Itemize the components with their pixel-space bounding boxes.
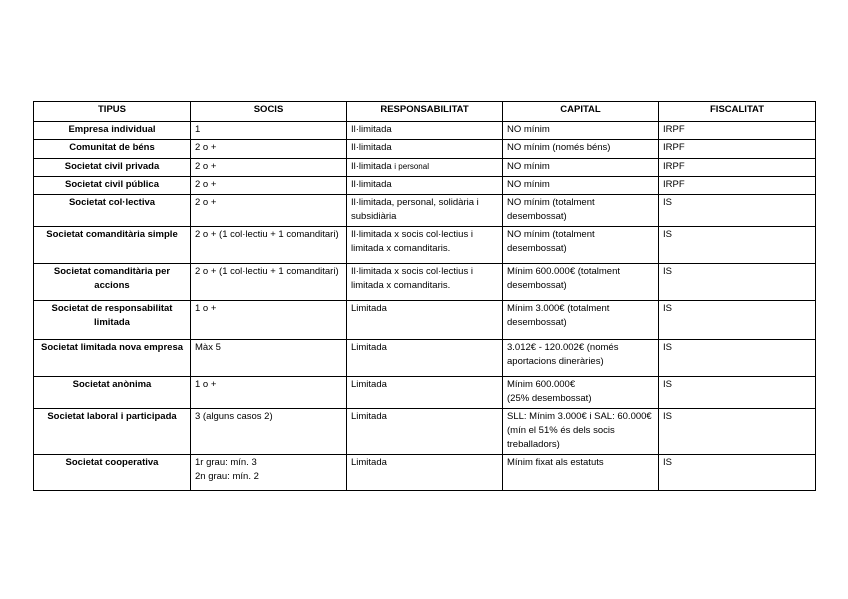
cell-capital: 3.012€ - 120.002€ (només aportacions dineràries) [503,340,659,377]
header-capital: CAPITAL [503,102,659,122]
cell-tipus: Empresa individual [34,122,191,140]
cell-fiscalitat: IRPF [659,159,816,177]
cell-tipus: Societat de responsabilitat limitada [34,301,191,340]
cell-capital: NO mínim [503,177,659,195]
cell-socis: 1 o + [191,301,347,340]
cell-tipus: Societat comanditària per accions [34,264,191,301]
cell-fiscalitat: IRPF [659,177,816,195]
cell-responsabilitat: Limitada [347,455,503,491]
cell-tipus: Societat comanditària simple [34,227,191,264]
cell-responsabilitat: Il·limitada x socis col·lectius i limitada x comanditaris. [347,227,503,264]
cell-tipus: Societat anònima [34,377,191,409]
cell-capital: NO mínim (totalment desembossat) [503,227,659,264]
cell-fiscalitat: IS [659,301,816,340]
cell-tipus: Societat col·lectiva [34,195,191,227]
cell-capital: SLL: Mínim 3.000€ i SAL: 60.000€ (mín el 51% és dels socis treballadors) [503,409,659,455]
cell-capital: NO mínim (només béns) [503,140,659,159]
responsabilitat-text: Il·limitada [351,161,392,172]
cell-socis: 2 o + [191,140,347,159]
header-row [34,102,816,122]
table-row [34,140,816,159]
table-row [34,177,816,195]
capital-line: (25% desembossat) [507,393,592,404]
cell-tipus: Societat laboral i participada [34,409,191,455]
cell-capital: NO mínim (totalment desembossat) [503,195,659,227]
cell-responsabilitat: Il·limitada, personal, solidària i subsidiària [347,195,503,227]
cell-fiscalitat: IS [659,377,816,409]
cell-tipus: Societat cooperativa [34,455,191,491]
cell-capital: NO mínim [503,159,659,177]
cell-fiscalitat: IS [659,227,816,264]
cell-fiscalitat: IS [659,340,816,377]
cell-fiscalitat: IRPF [659,122,816,140]
cell-socis: 1 [191,122,347,140]
cell-responsabilitat: Limitada [347,340,503,377]
responsabilitat-note: i personal [394,162,429,171]
cell-responsabilitat: Limitada [347,301,503,340]
cell-fiscalitat: IS [659,264,816,301]
cell-responsabilitat: Il·limitada x socis col·lectius i limitada x comanditaris. [347,264,503,301]
cell-fiscalitat: IS [659,409,816,455]
cell-socis: 3 (alguns casos 2) [191,409,347,455]
cell-socis: 2 o + [191,159,347,177]
capital-line: Mínim 600.000€ [507,379,576,390]
table-row [34,159,816,177]
cell-socis [191,455,347,491]
cell-fiscalitat: IS [659,455,816,491]
table-row [34,377,816,409]
cell-responsabilitat: Limitada [347,377,503,409]
socis-line: 1r grau: mín. 3 [195,457,257,468]
table-row [34,301,816,340]
cell-responsabilitat: Limitada [347,409,503,455]
cell-fiscalitat: IS [659,195,816,227]
table-row [34,340,816,377]
table-row [34,195,816,227]
header-fiscalitat: FISCALITAT [659,102,816,122]
table-row [34,264,816,301]
cell-socis: 1 o + [191,377,347,409]
cell-tipus: Comunitat de béns [34,140,191,159]
cell-socis: 2 o + [191,195,347,227]
header-tipus: TIPUS [34,102,191,122]
table-row [34,409,816,455]
cell-tipus: Societat civil privada [34,159,191,177]
cell-fiscalitat: IRPF [659,140,816,159]
cell-socis: Màx 5 [191,340,347,377]
company-types-table [33,101,816,491]
table-row [34,227,816,264]
cell-tipus: Societat limitada nova empresa [34,340,191,377]
cell-socis: 2 o + [191,177,347,195]
cell-responsabilitat: Il·limitada [347,177,503,195]
socis-line: 2n grau: mín. 2 [195,471,259,482]
cell-responsabilitat: Il·limitada [347,140,503,159]
cell-socis: 2 o + (1 col·lectiu + 1 comanditari) [191,227,347,264]
cell-capital [503,377,659,409]
cell-tipus: Societat civil pública [34,177,191,195]
cell-capital: Mínim 3.000€ (totalment desembossat) [503,301,659,340]
cell-responsabilitat [347,159,503,177]
cell-socis: 2 o + (1 col·lectiu + 1 comanditari) [191,264,347,301]
cell-capital: Mínim fixat als estatuts [503,455,659,491]
header-responsabilitat: RESPONSABILITAT [347,102,503,122]
table-row [34,122,816,140]
table-row [34,455,816,491]
cell-responsabilitat: Il·limitada [347,122,503,140]
cell-capital: Mínim 600.000€ (totalment desembossat) [503,264,659,301]
header-socis: SOCIS [191,102,347,122]
cell-capital: NO mínim [503,122,659,140]
